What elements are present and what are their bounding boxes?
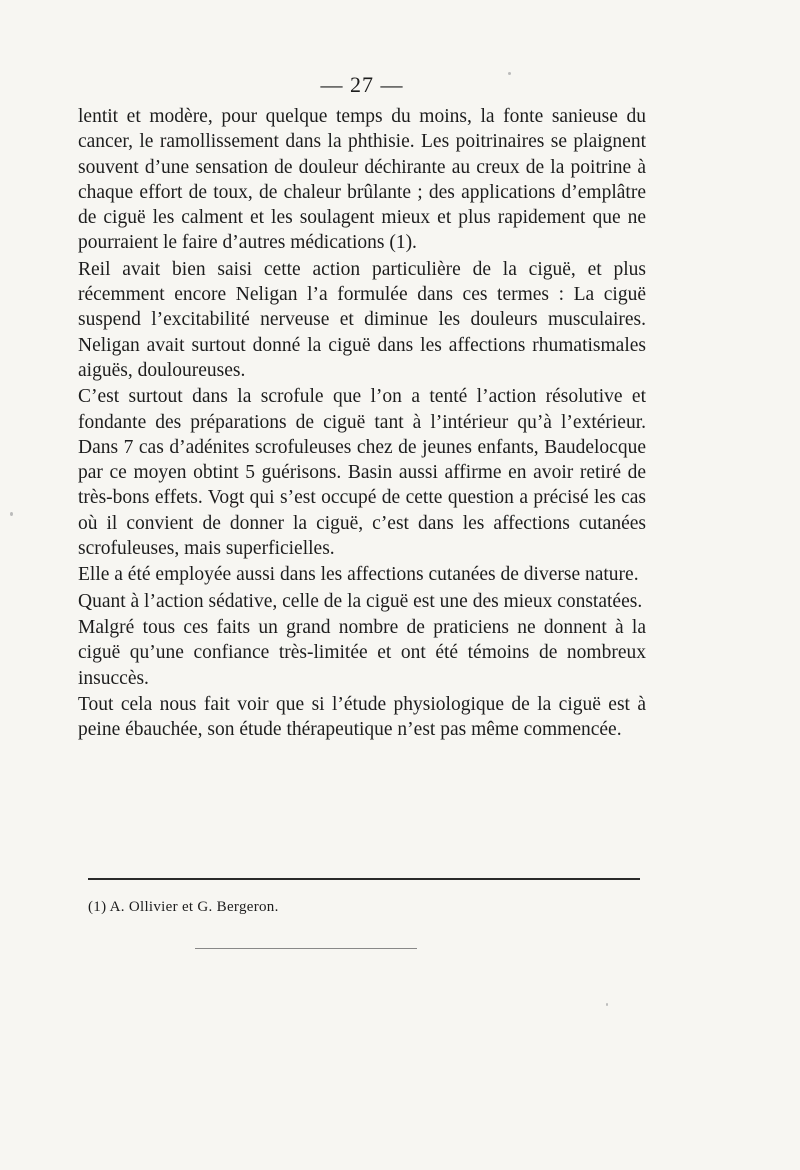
paragraph-3: C’est surtout dans la scrofule que l’on a tenté l’action résolutive et fondante des préparations de ciguë tant à l’intérieur qu’à l’extérieur. Dans 7 cas d’adénites scrofuleuses chez de jeunes enfants, Baudelocque par ce moyen obtint 5 guérisons. Basin aussi affirme en avoir retiré de très-bons effets. Vogt qui s’est occupé de cette question a précisé les cas où il convient de donner la ciguë, c’est dans les affections cutanées scrofuleuses, mais superficielles.	[78, 386, 646, 560]
paragraph-7: Tout cela nous fait voir que si l’étude physiologique de la ciguë est à peine ébauchée, son étude thérapeutique n’est pas même commencée.	[78, 693, 646, 741]
page-body	[78, 72, 646, 742]
paper-speck	[606, 1003, 608, 1006]
paragraph-2: Reil avait bien saisi cette action particulière de la ciguë, et plus récemment encore Neligan l’a formulée dans ces termes : La ciguë suspend l’excitabilité nerveuse et diminue les douleurs musculaires. Neligan avait surtout donné la ciguë dans les affections rhumatismales aiguës, douloureuses.	[78, 258, 646, 381]
paragraph-5: Quant à l’action sédative, celle de la ciguë est une des mieux constatées.	[78, 590, 643, 612]
footnote-divider	[88, 878, 640, 880]
footnote-underline-mark	[195, 948, 417, 949]
paragraph-4: Elle a été employée aussi dans les affections cutanées de diverse nature.	[78, 564, 639, 586]
paper-speck	[508, 72, 511, 75]
paragraph-6: Malgré tous ces faits un grand nombre de praticiens ne donnent à la ciguë qu’une confiance très-limitée et ont été témoins de nombreux insuccès.	[78, 616, 646, 689]
page-number: — 27 —	[320, 72, 404, 97]
footnote: (1) A. Ollivier et G. Bergeron.	[88, 899, 279, 915]
paragraph-1: lentit et modère, pour quelque temps du moins, la fonte sanieuse du cancer, le ramollissement dans la phthisie. Les poitrinaires se plaignent souvent d’une sensation de douleur déchirante au creux de la poitrine à chaque effort de toux, de chaleur brûlante ; des applications d’emplâtre de ciguë les calment et les soulagent mieux et plus rapidement que ne pourraient le faire d’autres médications (1).	[78, 106, 646, 254]
paper-speck	[10, 512, 13, 516]
